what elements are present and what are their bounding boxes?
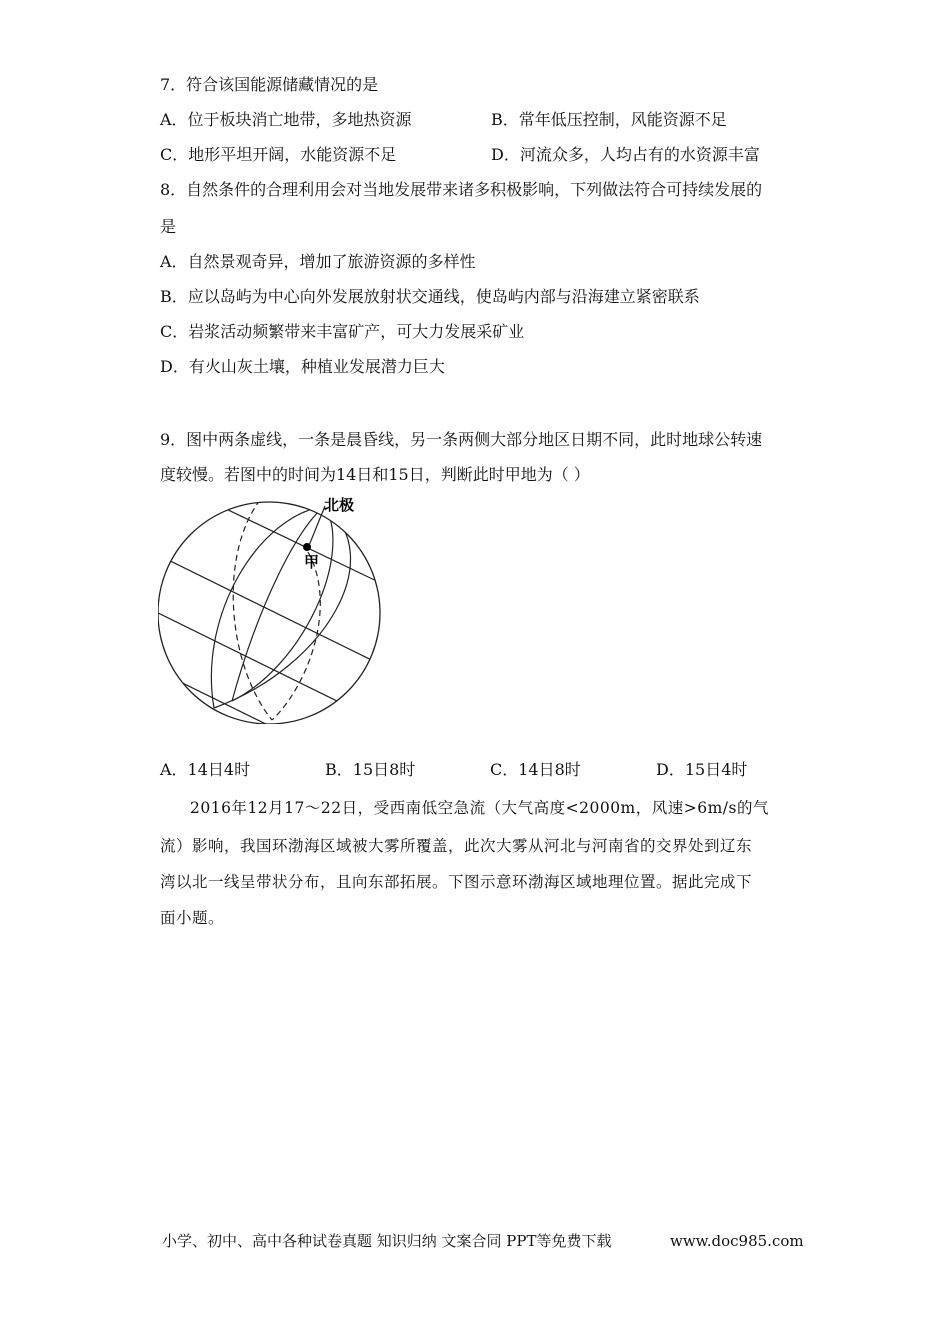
- latitude-lines: [158, 496, 388, 724]
- footer-text: 小学、初中、高中各种试卷真题 知识归纳 文案合同 PPT等免费下载: [162, 1232, 612, 1250]
- q8-stem-line2: 是: [160, 217, 177, 236]
- q8-option-a: A．自然景观奇异，增加了旅游资源的多样性: [160, 252, 476, 271]
- q7-stem: 7．符合该国能源储藏情况的是: [160, 75, 379, 94]
- q9-stem-line2: 度较慢。若图中的时间为14日和15日，判断此时甲地为（ ）: [160, 465, 590, 484]
- footer-url[interactable]: www.doc985.com: [670, 1232, 804, 1250]
- earth-globe-figure: [158, 496, 388, 724]
- q7-option-c: C．地形平坦开阔，水能资源不足: [160, 145, 397, 164]
- north-pole-label: 北极: [324, 496, 355, 514]
- dashed-curve-right: [272, 552, 320, 720]
- point-jia-dot: [303, 543, 311, 551]
- meridian-lines: [211, 506, 350, 708]
- q9-option-c: C．14日8时: [490, 760, 581, 779]
- q8-option-c: C．岩浆活动频繁带来丰富矿产，可大力发展采矿业: [160, 322, 525, 341]
- q9-option-d: D．15日4时: [656, 760, 748, 779]
- passage-line-3: 湾以北一线呈带状分布，且向东部拓展。下图示意环渤海区域地理位置。据此完成下: [160, 873, 753, 891]
- q9-option-a: A．14日4时: [160, 760, 251, 779]
- passage-line-1: 2016年12月17～22日，受西南低空急流（大气高度<2000m，风速>6m/s的气: [190, 799, 769, 817]
- q8-option-d: D．有火山灰土壤，种植业发展潜力巨大: [160, 357, 445, 376]
- q8-option-b: B．应以岛屿为中心向外发展放射状交通线，使岛屿内部与沿海建立紧密联系: [160, 287, 700, 306]
- passage-line-2: 流）影响，我国环渤海区域被大雾所覆盖，此次大雾从河北与河南省的交界处到辽东: [160, 837, 753, 855]
- q7-option-a: A．位于板块消亡地带，多地热资源: [160, 110, 412, 129]
- point-jia-label: 甲: [304, 553, 320, 571]
- passage-line-4: 面小题。: [160, 909, 225, 927]
- dashed-curve-left: [233, 500, 272, 720]
- q9-stem-line1: 9．图中两条虚线，一条是晨昏线，另一条两侧大部分地区日期不同，此时地球公转速: [160, 430, 763, 449]
- q7-option-d: D．河流众多，人均占有的水资源丰富: [491, 145, 760, 164]
- q7-option-b: B．常年低压控制，风能资源不足: [491, 110, 727, 129]
- q9-option-b: B．15日8时: [325, 760, 416, 779]
- q8-stem-line1: 8．自然条件的合理利用会对当地发展带来诸多积极影响，下列做法符合可持续发展的: [160, 180, 763, 199]
